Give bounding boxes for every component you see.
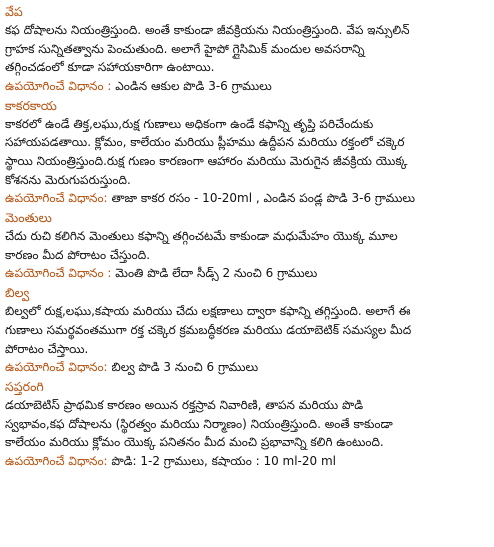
usage-value: తాజా కాకర రసం - 10-20ml , ఎండిన పండ్ల పొడి 3-6 గ్రాములు <box>111 191 416 206</box>
description-line: చేదు రుచి కలిగిన మెంతులు కఫాన్ని తగ్గించటమే కాకుండా మధుమేహం యొక్క మూల <box>5 229 398 244</box>
section-bilva <box>5 283 488 377</box>
section-neem <box>5 2 488 96</box>
section-heading: వేప <box>5 4 23 19</box>
section-fenugreek <box>5 208 488 283</box>
description-line: సహాయపడతాయి. క్లోమం, కాలేయం మరియు ప్లీహము ఉద్దీపన మరియు రక్తంలో చక్కెర <box>5 135 405 150</box>
section-description <box>5 115 488 189</box>
usage-line <box>5 189 488 208</box>
section-heading: మెంతులు <box>5 210 52 226</box>
section-bitter-gourd <box>5 96 488 208</box>
description-line: గ్రాహక సున్నితత్వాను పెంచుతుంది. అలాగే హైపో గ్లైసిమిక్ మందుల అవసరాన్ని <box>5 41 365 56</box>
usage-label: ఉపయోగించే విధానం: <box>5 453 108 468</box>
description-line: స్వభావం,కఫ దోషాలను (స్థిరత్వం మరియు నిర్మాణం) నియంత్రిస్తుంది. అంతే కాకుండా <box>5 416 393 431</box>
usage-line <box>5 77 488 96</box>
usage-value: మెంతి పొడి లేదా సీడ్స్ 2 నుంచి 6 గ్రాములు <box>115 266 318 281</box>
description-line: కాకరలో ఉండే తిక్త,లఘు,రుక్ష గుణాలు అధికంగా ఉండే కఫాన్ని తృప్తి పరిచేందుకు <box>5 116 374 131</box>
section-heading: కాకరకాయ <box>5 97 57 113</box>
usage-line <box>5 358 488 377</box>
usage-label: ఉపయోగించే విధానం : <box>5 266 112 281</box>
description-line: కఫ దోషాలను నియంత్రిస్తుంది. అంతే కాకుండా జీవక్రియను నియంత్రిస్తుంది. వేప ఇన్సులిన్ <box>5 23 410 37</box>
usage-label: ఉపయోగించే విధానం: <box>5 360 108 375</box>
section-description <box>5 302 488 358</box>
usage-line <box>5 264 488 283</box>
usage-label: ఉపయోగించే విధానం : <box>5 78 112 93</box>
description-line: కారణం మీద పోరాటం చేస్తుంది. <box>5 247 151 262</box>
description-line: డయాబెటిస్ ప్రాథమిక కారణం అయిన రక్తస్రావ నివారిణి, తాపన మరియు పొడి <box>5 398 364 413</box>
usage-value: పొడి: 1-2 గ్రాములు, కషాయం : 10 ml-20 ml <box>111 453 336 468</box>
section-description <box>5 21 488 77</box>
description-line: బిల్వలో రుక్ష,లఘు,కషాయ మరియు చేదు లక్షణాలు ద్వారా కఫాన్ని తగ్గిస్తుంది. అలాగే ఈ <box>5 304 411 319</box>
description-line: కాలేయం మరియు క్లోమం యొక్క పనితనం మీద మంచి ప్రభావాన్ని కలిగి ఉంటుంది. <box>5 435 384 450</box>
usage-value: ఎండిన ఆకుల పొడి 3-6 గ్రాములు <box>115 78 272 93</box>
usage-line <box>5 452 488 471</box>
description-line: పోరాటం చేస్తాయి. <box>5 341 89 356</box>
section-description <box>5 227 488 264</box>
section-saptarangi <box>5 377 488 471</box>
section-description <box>5 396 488 452</box>
section-heading: సప్తరంగి <box>5 379 44 395</box>
section-heading: బిల్వ <box>5 285 30 301</box>
description-line: గుణాలు సమర్థవంతముగా రక్త చక్కెర క్రమబద్ధీకరణ మరియు డయాబెటిక్ సమస్యల మీద <box>5 322 412 337</box>
description-line: స్థాయి నియంత్రిస్తుంది.రుక్ష గుణం కారణంగా ఆహారం మరియు మెరుగైన జీవక్రియ యొక్క <box>5 153 408 168</box>
description-line: తగ్గించడంలో కూడా సహాయకారిగా ఉంటాయి. <box>5 60 215 75</box>
description-line: కోశనను మెరుగుపరుస్తుంది. <box>5 172 131 187</box>
usage-value: బిల్వ పొడి 3 నుంచి 6 గ్రాములు <box>111 360 259 375</box>
usage-label: ఉపయోగించే విధానం: <box>5 191 108 206</box>
